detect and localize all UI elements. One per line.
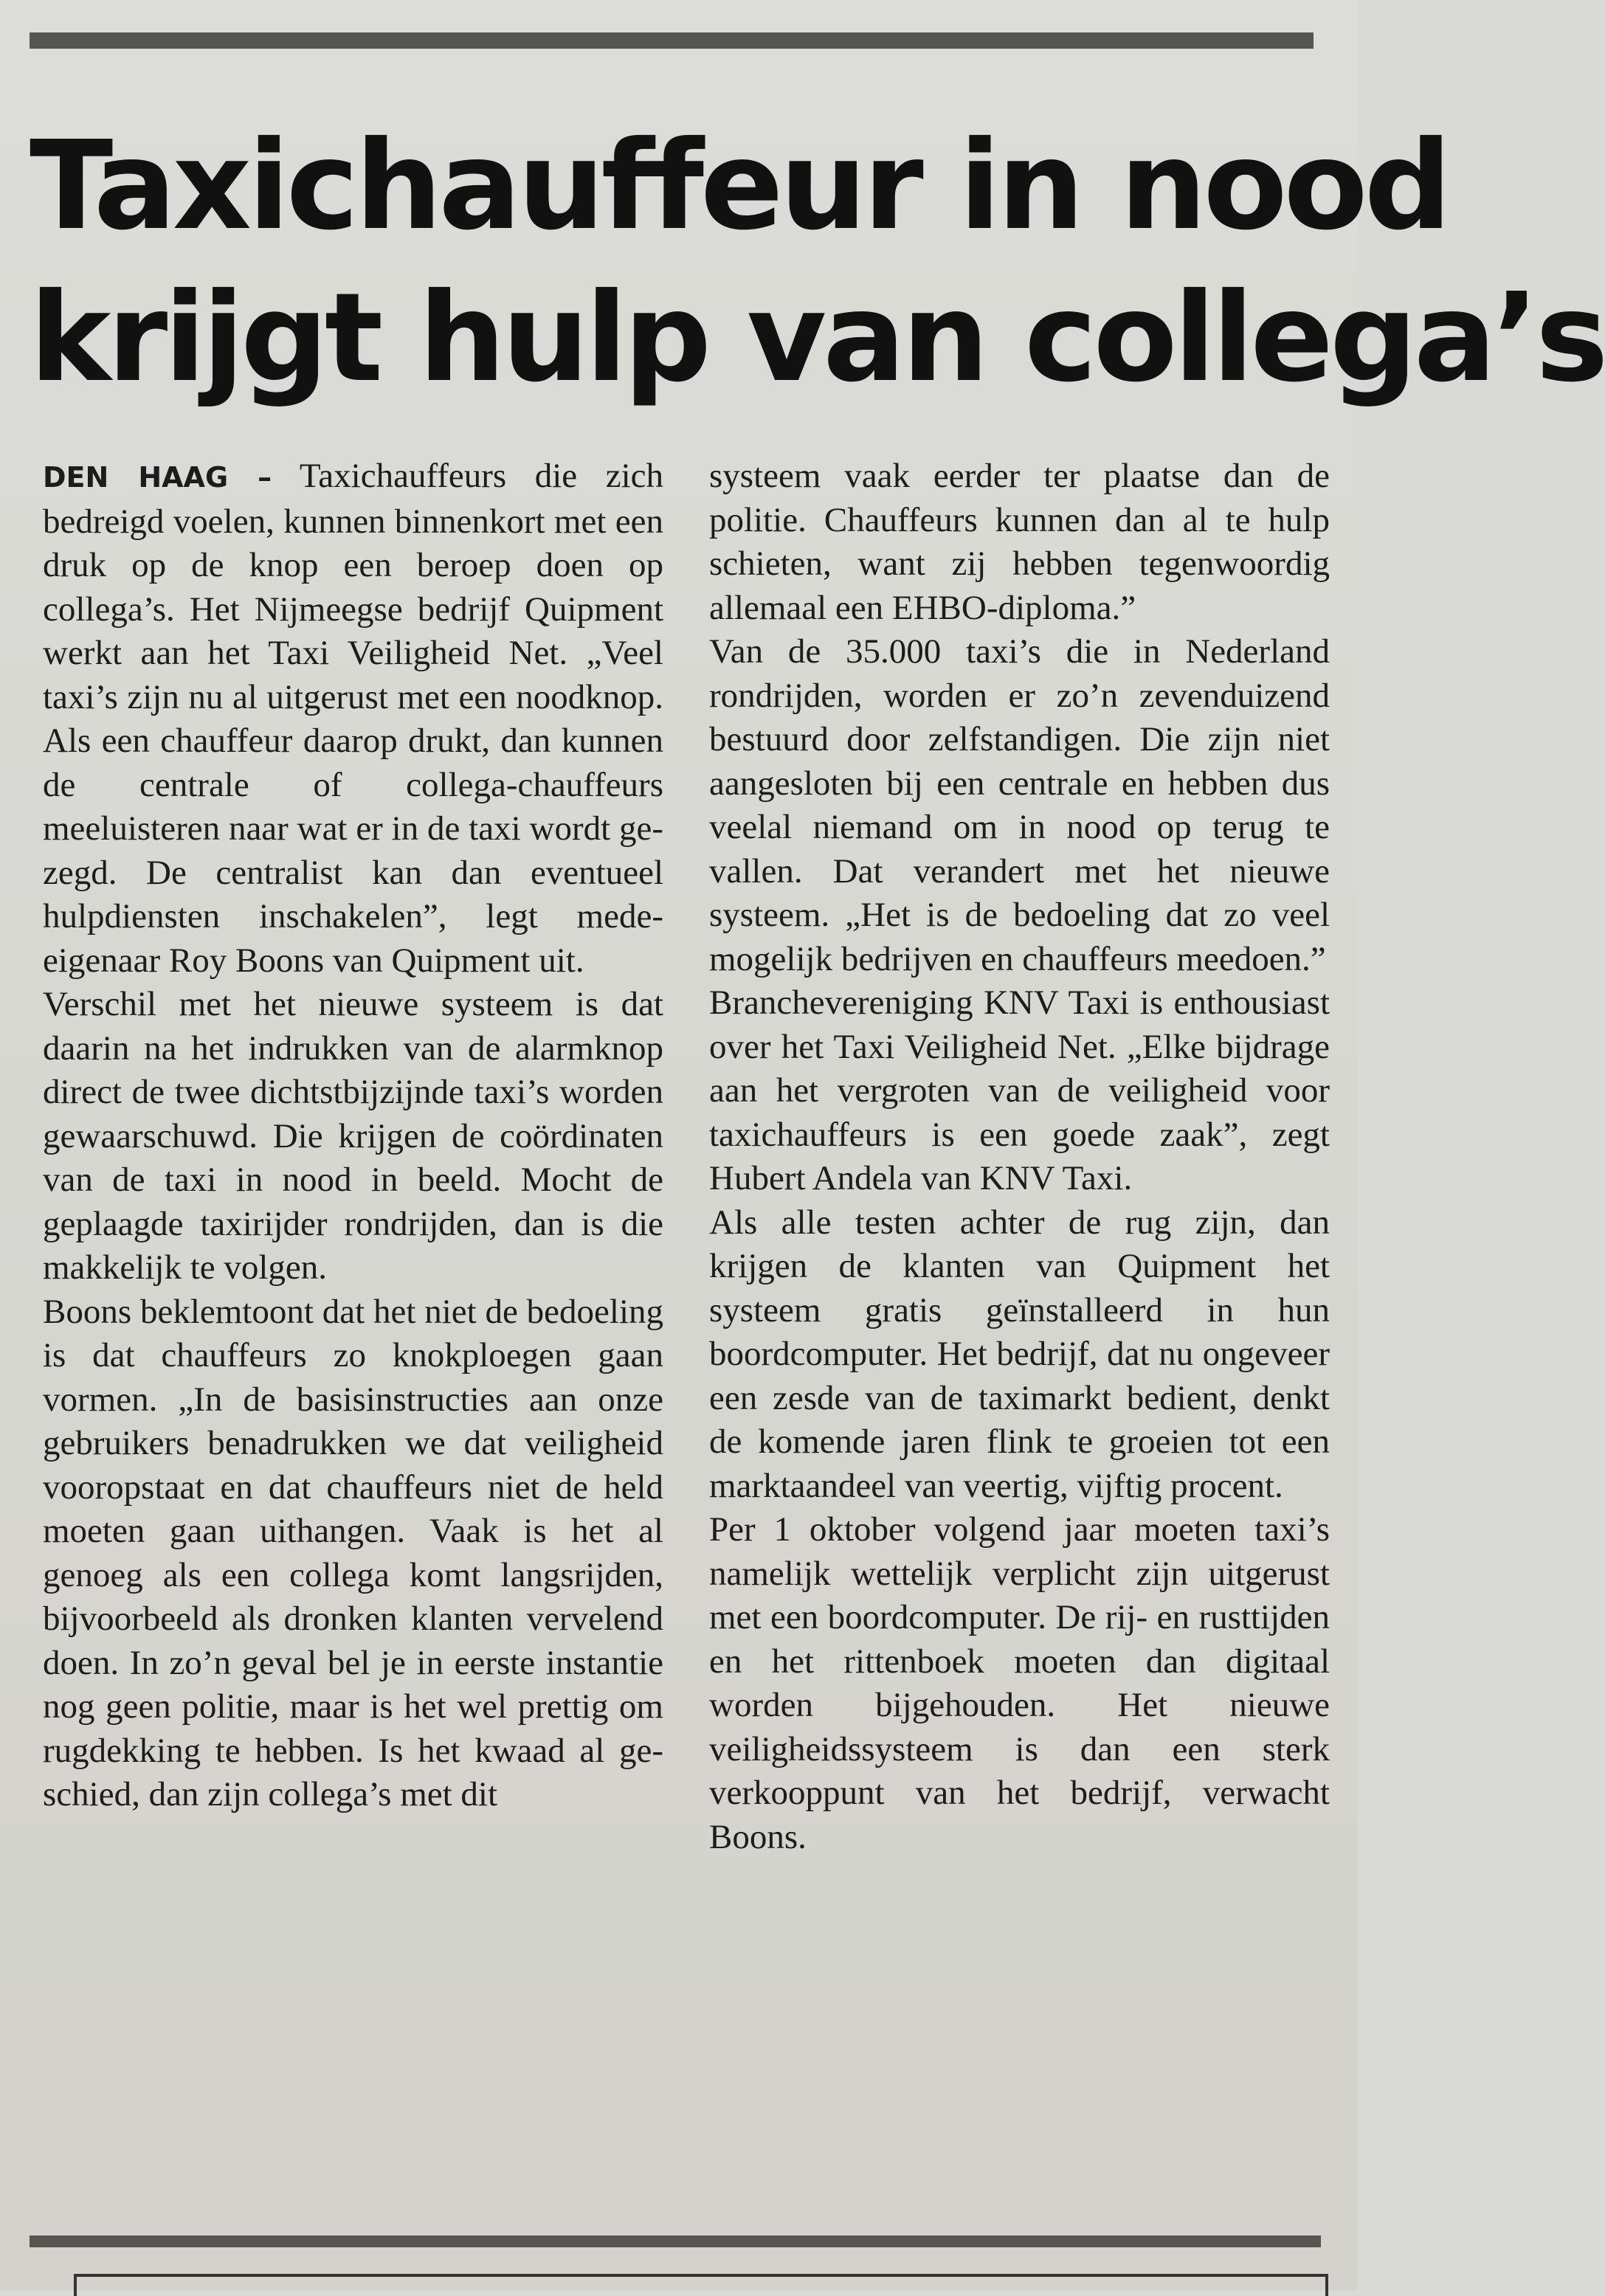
next-article-frame (74, 2274, 1328, 2296)
paragraph: Verschil met het nieuwe systeem is dat daarin na het indrukken van de alarmknop direct de twee dichtstbijzijnde taxi’s worden gewaarschuwd. Die krijgen de coördinaten van de taxi in nood in beeld. Mocht de geplaagde taxirijder rondrijden, dan is die makkelijk te volgen. (43, 985, 663, 1287)
paragraph: Van de 35.000 taxi’s die in Nederland rondrijden, worden er zo’n zevenduizend bestuurd door zelfstandigen. Die zijn niet aangesloten bij een centrale en hebben dus veelal niemand om in nood op terug te vallen. Dat verandert met het nieuwe systeem. „Het is de bedoeling dat zo veel mogelijk bedrijven en chauffeurs meedoen.” (709, 632, 1330, 978)
article-body (43, 454, 1330, 2203)
headline (30, 111, 1605, 415)
bottom-rule (30, 2236, 1321, 2247)
paragraph: Boons beklemtoont dat het niet de bedoeling is dat chauffeurs zo knokploegen gaan vormen. „In de basisinstructies aan onze gebruikers benadrukken we dat veiligheid vooropstaat en dat chauffeurs niet de held moeten gaan uithangen. Vaak is het al genoeg als een collega komt langsrijden, bijvoorbeeld als dronken klanten vervelend doen. In zo’n geval bel je in eerste instantie nog geen politie, maar is het wel prettig om rugdekking te hebben. Is het kwaad al geschied, dan zijn collega’s met dit (43, 1292, 663, 1813)
paragraph: Per 1 oktober volgend jaar moeten taxi’s namelijk wettelijk verplicht zijn uitgerust met een boordcomputer. De rij- en rusttijden en het rittenboek moeten dan digitaal worden bijgehouden. Het nieuwe veiligheidssysteem is dan een sterk verkooppunt van het bedrijf, verwacht Boons. (709, 1510, 1330, 1856)
article-column-2 (709, 454, 1330, 2203)
headline-line-2: krijgt hulp van collega’s (30, 267, 1605, 409)
top-rule (30, 32, 1314, 49)
headline-line-1: Taxichauffeur in nood (30, 115, 1449, 257)
paragraph: Als alle testen achter de rug zijn, dan krijgen de klanten van Quipment het systeem gratis geïnstalleerd in hun boordcomputer. Het bedrijf, dat nu ongeveer een zesde van de taximarkt bedient, denkt de komende jaren flink te groeien tot een marktaandeel van veertig, vijftig procent. (709, 1203, 1330, 1505)
article-column-1 (43, 454, 663, 2203)
paragraph: Branchevereniging KNV Taxi is enthousiast over het Taxi Veiligheid Net. „Elke bijdrage aan het vergroten van de veiligheid voor taxichauffeurs is een goede zaak”, zegt Hubert Andela van KNV Taxi. (709, 983, 1330, 1197)
paragraph (43, 454, 663, 983)
dateline: DEN HAAG – (43, 461, 272, 494)
paragraph-text: Taxichauffeurs die zich bedreigd voelen, kunnen binnenkort met een druk op de knop een beroep doen op collega’s. Het Nijmeegse bedrijf Quipment werkt aan het Taxi Veiligheid Net. „Veel taxi’s zijn nu al uitgerust met een noodknop. Als een chauffeur daarop drukt, dan kunnen de centrale of collega-chauffeurs meeluisteren naar wat er in de taxi wordt gezegd. De centralist kan dan eventueel hulpdiensten inschakelen”, legt mede-eigenaar Roy Boons van Quipment uit. (43, 457, 663, 980)
paragraph: systeem vaak eerder ter plaatse dan de politie. Chauffeurs kunnen dan al te hulp schieten, want zij hebben tegenwoordig allemaal een EHBO-diploma.” (709, 457, 1330, 627)
